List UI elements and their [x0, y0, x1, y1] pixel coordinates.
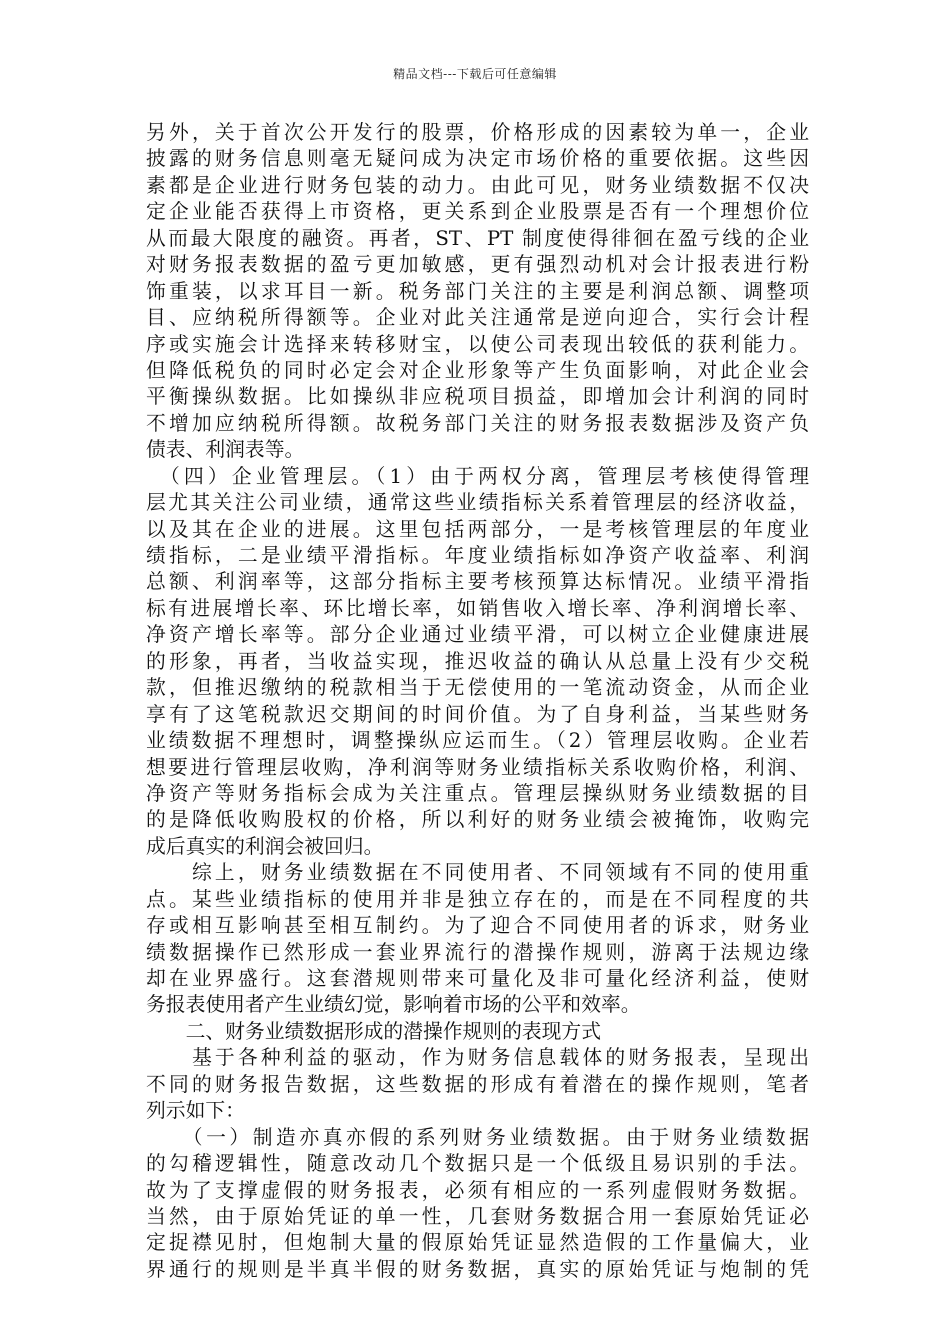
text-line: 享有了这笔税款迟交期间的时间价值。为了自身利益，当某些财务: [146, 702, 809, 726]
document-body: [146, 120, 809, 1283]
text-line: 目、应纳税所得额等。企业对此关注通常是逆向迎合，实行会计程: [146, 306, 809, 330]
text-line: 成后真实的利润会被回归。: [146, 834, 384, 858]
text-line: 基于各种利益的驱动，作为财务信息载体的财务报表，呈现出: [146, 1046, 809, 1070]
text-line: 务报表使用者产生业绩幻觉，影响着市场的公平和效率。: [146, 993, 641, 1017]
text-line: 综上，财务业绩数据在不同使用者、不同领域有不同的使用重: [146, 861, 809, 885]
text-line: 业绩数据不理想时，调整操纵应运而生。（2）管理层收购。企业若: [146, 729, 809, 753]
text-line: 债表、利润表等。: [146, 438, 305, 462]
text-line: 定企业能否获得上市资格，更关系到企业股票是否有一个理想价位: [146, 200, 809, 224]
text-line: 款，但推迟缴纳的税款相当于无偿使用的一笔流动资金，从而企业: [146, 676, 809, 700]
text-line: 序或实施会计选择来转移财宝，以使公司表现出较低的获利能力。: [146, 332, 809, 356]
text-line: 定捉襟见肘，但炮制大量的假原始凭证显然造假的工作量偏大，业: [146, 1231, 809, 1255]
text-line: 故为了支撑虚假的财务报表，必须有相应的一系列虚假财务数据。: [146, 1178, 809, 1202]
text-line: 当然，由于原始凭证的单一性，几套财务数据合用一套原始凭证必: [146, 1204, 809, 1228]
text-line: 从而最大限度的融资。再者，ST、PT 制度使得徘徊在盈亏线的企业: [146, 226, 809, 250]
text-line: 以及其在企业的进展。这里包括两部分，一是考核管理层的年度业: [146, 517, 809, 541]
text-line: 净资产等财务指标会成为关注重点。管理层操纵财务业绩数据的目: [146, 781, 809, 805]
text-line: 饰重装，以求耳目一新。税务部门关注的主要是利润总额、调整项: [146, 279, 809, 303]
text-line: 对财务报表数据的盈亏更加敏感，更有强烈动机对会计报表进行粉: [146, 253, 809, 277]
text-line: 绩指标，二是业绩平滑指标。年度业绩指标如净资产收益率、利润: [146, 544, 809, 567]
text-line: 标有进展增长率、环比增长率，如销售收入增长率、净利润增长率、: [146, 596, 809, 620]
text-line: （一）制造亦真亦假的系列财务业绩数据。由于财务业绩数据: [146, 1125, 809, 1149]
text-line: 素都是企业进行财务包装的动力。由此可见，财务业绩数据不仅决: [146, 173, 809, 197]
text-line: 的勾稽逻辑性，随意改动几个数据只是一个低级且易识别的手法。: [146, 1152, 809, 1176]
text-line: 二、财务业绩数据形成的潜操作规则的表现方式: [146, 1019, 601, 1043]
page-header: 精品文档---下载后可任意编辑: [393, 67, 557, 81]
text-line: 不增加应纳税所得额。故税务部门关注的财务报表数据涉及资产负: [146, 411, 809, 435]
text-line: 存或相互影响甚至相互制约。为了迎合不同使用者的诉求，财务业: [146, 914, 809, 938]
text-line: 却在业界盛行。这套潜规则带来可量化及非可量化经济利益，使财: [146, 967, 809, 990]
text-line: 平衡操纵数据。比如操纵非应税项目损益，即增加会计利润的同时: [146, 385, 809, 409]
text-line: 的形象，再者，当收益实现，推迟收益的确认从总量上没有少交税: [146, 649, 809, 673]
text-line: 层尤其关注公司业绩，通常这些业绩指标关系着管理层的经济收益，: [146, 491, 809, 515]
text-line: 的是降低收购股权的价格，所以利好的财务业绩会被掩饰，收购完: [146, 808, 809, 832]
text-line: 想要进行管理层收购，净利润等财务业绩指标关系收购价格，利润、: [146, 755, 809, 779]
text-line: 界通行的规则是半真半假的财务数据，真实的原始凭证与炮制的凭: [146, 1257, 809, 1281]
text-line: 列示如下：: [146, 1099, 245, 1123]
text-line: 不同的财务报告数据，这些数据的形成有着潜在的操作规则，笔者: [146, 1072, 809, 1096]
text-line: 总额、利润率等，这部分指标主要考核预算达标情况。业绩平滑指: [146, 570, 809, 594]
text-line: 点。某些业绩指标的使用并非是独立存在的，而是在不同程度的共: [146, 887, 809, 911]
text-line: 净资产增长率等。部分企业通过业绩平滑，可以树立企业健康进展: [146, 623, 809, 647]
text-line: 绩数据操作已然形成一套业界流行的潜操作规则，游离于法规边缘: [146, 940, 809, 964]
text-line: 披露的财务信息则毫无疑问成为决定市场价格的重要依据。这些因: [146, 147, 809, 171]
text-line: （四）企业管理层。（1）由于两权分离，管理层考核使得管理: [146, 464, 809, 488]
text-line: 但降低税负的同时必定会对企业形象等产生负面影响，对此企业会: [146, 358, 809, 382]
text-line: 另外，关于首次公开发行的股票，价格形成的因素较为单一，企业: [146, 121, 809, 144]
